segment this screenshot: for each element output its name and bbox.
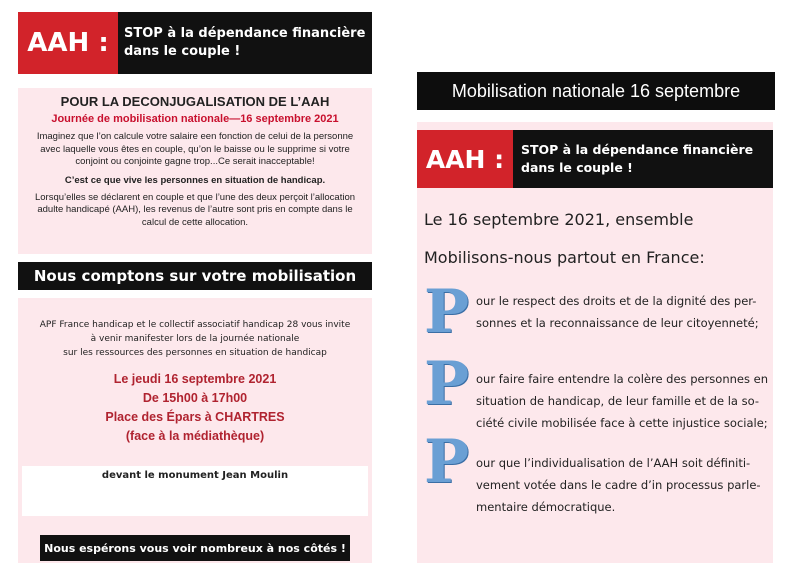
footer-text: Nous espérons vous voir nombreux à nos côtés ! (44, 541, 346, 555)
drop-cap-p-1: P (424, 277, 470, 347)
mobilisation-header-text: Nous comptons sur votre mobilisation (33, 267, 357, 285)
drop-cap-p-2: P (424, 349, 470, 419)
aah-message-right (513, 130, 753, 188)
info-paragraph-2: C’est ce que vive les personnes en situation de handicap. (64, 174, 326, 186)
event-intro-3: sur les ressources des personnes en situation de handicap (63, 348, 327, 358)
event-landmark: devant le monument Jean Moulin (101, 470, 289, 481)
event-time: De 15h00 à 17h00 (142, 391, 248, 405)
right-lead-2: Mobilisons-nous partout en France: (424, 248, 705, 267)
event-date: Le jeudi 16 septembre 2021 (113, 372, 277, 386)
event-panel (18, 298, 372, 563)
point-2-line-2: situation de handicap, de leur famille et de la so- (476, 394, 759, 408)
point-2 (476, 368, 768, 434)
aah-message (118, 12, 365, 74)
right-lead-1: Le 16 septembre 2021, ensemble (424, 210, 694, 229)
event-intro-2: à venir manifester lors de la journée nationale (90, 334, 300, 344)
point-1-line-1: our le respect des droits et de la dignité des per- (476, 294, 757, 308)
point-1 (476, 290, 759, 334)
aah-tag-right: AAH : (417, 130, 513, 188)
aah-tag: AAH : (18, 12, 118, 74)
banner-line-2: dans le couple ! (124, 44, 241, 59)
point-2-line-1: our faire faire entendre la colère des personnes en (476, 372, 768, 386)
banner-line-1: STOP à la dépendance financière (124, 26, 366, 41)
drop-cap-p-3: P (424, 427, 470, 497)
info-subtitle: Journée de mobilisation nationale—16 septembre 2021 (51, 113, 339, 125)
right-aah-banner (417, 130, 773, 188)
info-paragraph-3: Lorsqu’elles se déclarent en couple et que l’une des deux perçoit l’allocation adulte handicapé (AAH), les revenus de l’autre sont pris en compte dans le calcul de cette allocation. (34, 191, 356, 228)
info-title: POUR LA DECONJUGALISATION DE L’AAH (60, 94, 330, 109)
point-2-line-3: ciété civile mobilisée face à cette injustice sociale; (476, 416, 768, 430)
event-intro-1: APF France handicap et le collectif associatif handicap 28 vous invite (39, 320, 351, 330)
event-place-note: (face à la médiathèque) (125, 429, 265, 443)
banner-line-1-right: STOP à la dépendance financière (521, 142, 754, 157)
footer-banner (40, 535, 350, 561)
right-header-text: Mobilisation nationale 16 septembre (451, 80, 741, 101)
point-3 (476, 452, 761, 518)
point-1-line-2: sonnes et la reconnaissance de leur citoyenneté; (476, 316, 759, 330)
point-3-line-1: our que l’individualisation de l’AAH soit définiti- (476, 456, 751, 470)
landmark-box (22, 466, 368, 516)
right-header (417, 72, 775, 110)
info-paragraph-1: Imaginez que l’on calcule votre salaire een fonction de celui de la personne avec laquelle vous êtes en couple, qu’on le baisse ou le supprime si votre conjoint ou conjointe gagne trop...Ce serait inacceptable! (36, 131, 354, 167)
event-place: Place des Épars à CHARTRES (105, 410, 285, 424)
point-3-line-2: vement votée dans le cadre d’in processus parle- (476, 478, 761, 492)
point-3-line-3: mentaire démocratique. (476, 500, 616, 514)
mobilisation-header (18, 262, 372, 290)
left-aah-banner (18, 12, 372, 74)
info-panel (18, 88, 372, 254)
banner-line-2-right: dans le couple ! (521, 160, 633, 175)
